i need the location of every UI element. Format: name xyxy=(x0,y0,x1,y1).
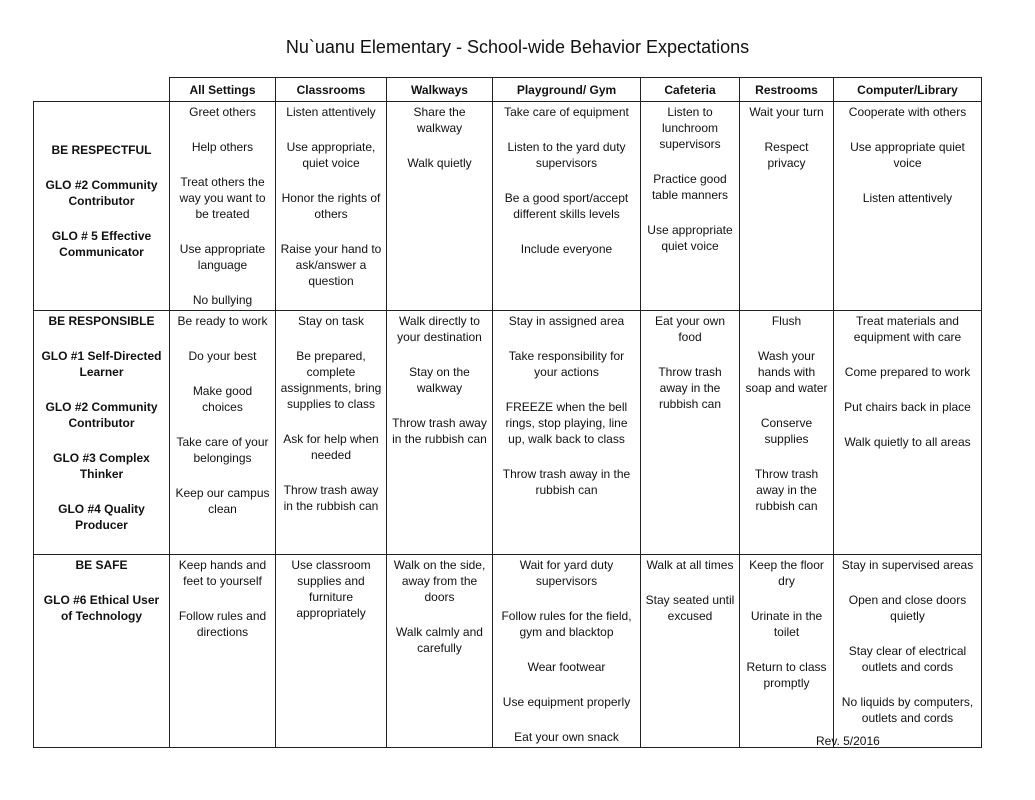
expectation-item: Flush xyxy=(771,314,802,328)
expectation-item: Use equipment properly xyxy=(502,695,631,709)
cell-safe-classrooms xyxy=(276,555,387,748)
expectation-item: Throw trash away in the rubbish can xyxy=(754,467,819,513)
cell-safe-computer-library xyxy=(834,555,982,748)
expectation-item: Walk quietly xyxy=(407,156,472,170)
row-header-be-responsible xyxy=(34,311,170,555)
column-header-row xyxy=(34,78,982,102)
expectation-item: Ask for help when needed xyxy=(283,432,379,462)
expectation-item: Be a good sport/accept different skills levels xyxy=(504,191,629,221)
expectation-item: Practice good table manners xyxy=(651,172,729,202)
expectation-item: Help others xyxy=(191,140,254,154)
row-be-responsible xyxy=(34,311,982,555)
expectation-item: Wear footwear xyxy=(527,660,606,674)
glo-label: GLO #2 Community Contributor xyxy=(45,178,158,208)
expectation-item: Raise your hand to ask/answer a question xyxy=(280,242,382,288)
expectation-item: Eat your own snack xyxy=(514,730,619,744)
expectation-item: Greet others xyxy=(189,105,256,119)
row-be-respectful xyxy=(34,102,982,311)
cell-respectful-classrooms xyxy=(276,102,387,311)
expectation-item: Wash your hands with soap and water xyxy=(745,349,828,395)
expectation-item: Include everyone xyxy=(520,242,613,256)
expectation-item: Be prepared, complete assignments, bring supplies to class xyxy=(280,349,382,411)
row-title: BE RESPECTFUL xyxy=(51,143,152,157)
revision-date: Rev. 5/2016 xyxy=(816,734,880,748)
expectation-item: Follow rules and directions xyxy=(178,609,267,639)
expectation-item: Keep the floor dry xyxy=(749,558,824,588)
expectation-item: Walk at all times xyxy=(646,558,734,572)
expectation-item: No liquids by computers, outlets and cords xyxy=(841,695,974,725)
expectation-item: Make good choices xyxy=(192,384,253,414)
cell-safe-walkways xyxy=(387,555,493,748)
expectation-item: Respect privacy xyxy=(764,140,809,170)
expectation-item: Do your best xyxy=(188,349,257,363)
cell-safe-all-settings xyxy=(170,555,276,748)
row-header-be-safe xyxy=(34,555,170,748)
column-header-cafeteria: Cafeteria xyxy=(641,78,740,102)
column-header-classrooms: Classrooms xyxy=(276,78,387,102)
expectation-item: Listen attentively xyxy=(286,105,376,119)
expectation-item: Listen to the yard duty supervisors xyxy=(507,140,626,170)
cell-responsible-classrooms xyxy=(276,311,387,555)
expectation-item: Keep our campus clean xyxy=(175,486,270,516)
expectation-item: Stay on task xyxy=(297,314,365,328)
expectation-item: Be ready to work xyxy=(177,314,268,328)
expectation-item: Stay in supervised areas xyxy=(841,558,974,572)
column-header-playground-gym: Playground/ Gym xyxy=(493,78,641,102)
cell-responsible-restrooms xyxy=(740,311,834,555)
column-header-restrooms: Restrooms xyxy=(740,78,834,102)
glo-label: GLO #4 Quality Producer xyxy=(58,502,145,532)
expectation-item: Use appropriate quiet voice xyxy=(647,223,733,253)
column-header-all-settings: All Settings xyxy=(170,78,276,102)
corner-cell xyxy=(34,78,170,102)
expectation-item: Take responsibility for your actions xyxy=(508,349,625,379)
expectation-item: Wait for yard duty supervisors xyxy=(519,558,614,588)
cell-safe-playground-gym xyxy=(493,555,641,748)
expectation-item: Listen attentively xyxy=(862,191,953,205)
expectation-item: Use appropriate language xyxy=(179,242,266,272)
expectation-item: Walk on the side, away from the doors xyxy=(393,558,486,604)
expectation-item: Throw trash away in the rubbish can xyxy=(658,365,722,411)
expectation-item: Put chairs back in place xyxy=(844,400,971,414)
glo-label: GLO #3 Complex Thinker xyxy=(53,451,150,481)
expectation-item: Open and close doors quietly xyxy=(848,593,967,623)
expectation-item: Stay on the walkway xyxy=(409,365,470,395)
expectation-item: Keep hands and feet to yourself xyxy=(178,558,267,588)
expectation-item: Cooperate with others xyxy=(848,105,967,119)
expectation-item: Share the walkway xyxy=(413,105,466,135)
expectation-item: Throw trash away in the rubbish can xyxy=(392,416,487,446)
cell-respectful-computer-library xyxy=(834,102,982,311)
glo-label: GLO #1 Self-Directed Learner xyxy=(41,349,162,379)
expectation-item: FREEZE when the bell rings, stop playing, line up, walk back to class xyxy=(505,400,628,446)
row-header-be-respectful xyxy=(34,102,170,311)
cell-respectful-restrooms xyxy=(740,102,834,311)
expectation-item: Eat your own food xyxy=(654,314,726,344)
expectation-item: Follow rules for the field, gym and blacktop xyxy=(501,609,632,639)
cell-safe-restrooms xyxy=(740,555,834,748)
expectation-item: Urinate in the toilet xyxy=(750,609,823,639)
expectation-item: Stay in assigned area xyxy=(508,314,625,328)
cell-respectful-playground-gym xyxy=(493,102,641,311)
expectation-item: Walk calmly and carefully xyxy=(396,625,483,655)
row-title: BE RESPONSIBLE xyxy=(48,314,155,328)
expectation-item: Treat others the way you want to be treated xyxy=(179,175,266,221)
expectation-item: Take care of equipment xyxy=(504,105,629,119)
expectation-item: Walk quietly to all areas xyxy=(844,435,971,449)
cell-responsible-all-settings xyxy=(170,311,276,555)
expectation-item: Walk directly to your destination xyxy=(397,314,482,344)
expectation-item: Honor the rights of others xyxy=(281,191,381,221)
column-header-computer-library: Computer/Library xyxy=(834,78,982,102)
glo-label: GLO #2 Community Contributor xyxy=(45,400,158,430)
expectation-item: Listen to lunchroom supervisors xyxy=(659,105,721,151)
behavior-expectations-table xyxy=(33,77,982,748)
row-title: BE SAFE xyxy=(75,558,128,572)
cell-responsible-cafeteria xyxy=(641,311,740,555)
expectation-item: Stay seated until excused xyxy=(645,593,735,623)
cell-respectful-cafeteria xyxy=(641,102,740,311)
cell-responsible-walkways xyxy=(387,311,493,555)
expectation-item: Use appropriate quiet voice xyxy=(850,140,965,170)
expectation-item: Take care of your belongings xyxy=(176,435,269,465)
expectation-item: Conserve supplies xyxy=(760,416,813,446)
expectation-item: Use classroom supplies and furniture appropriately xyxy=(291,558,371,620)
cell-responsible-playground-gym xyxy=(493,311,641,555)
cell-respectful-walkways xyxy=(387,102,493,311)
column-header-walkways: Walkways xyxy=(387,78,493,102)
expectation-item: Wait your turn xyxy=(749,105,824,119)
expectation-item: Use appropriate, quiet voice xyxy=(286,140,376,170)
expectation-item: Come prepared to work xyxy=(844,365,971,379)
page-title: Nu`uanu Elementary - School-wide Behavior Expectations xyxy=(285,37,750,57)
glo-label: GLO #6 Ethical User of Technology xyxy=(43,593,160,623)
row-be-safe xyxy=(34,555,982,748)
expectation-item: Treat materials and equipment with care xyxy=(853,314,962,344)
glo-label: GLO # 5 Effective Communicator xyxy=(51,229,152,259)
expectation-item: Return to class promptly xyxy=(746,660,827,690)
cell-safe-cafeteria xyxy=(641,555,740,748)
expectation-item: Throw trash away in the rubbish can xyxy=(502,467,631,497)
cell-responsible-computer-library xyxy=(834,311,982,555)
expectation-item: No bullying xyxy=(192,293,253,307)
expectation-item: Stay clear of electrical outlets and cords xyxy=(848,644,967,674)
cell-respectful-all-settings xyxy=(170,102,276,311)
expectation-item: Throw trash away in the rubbish can xyxy=(283,483,379,513)
